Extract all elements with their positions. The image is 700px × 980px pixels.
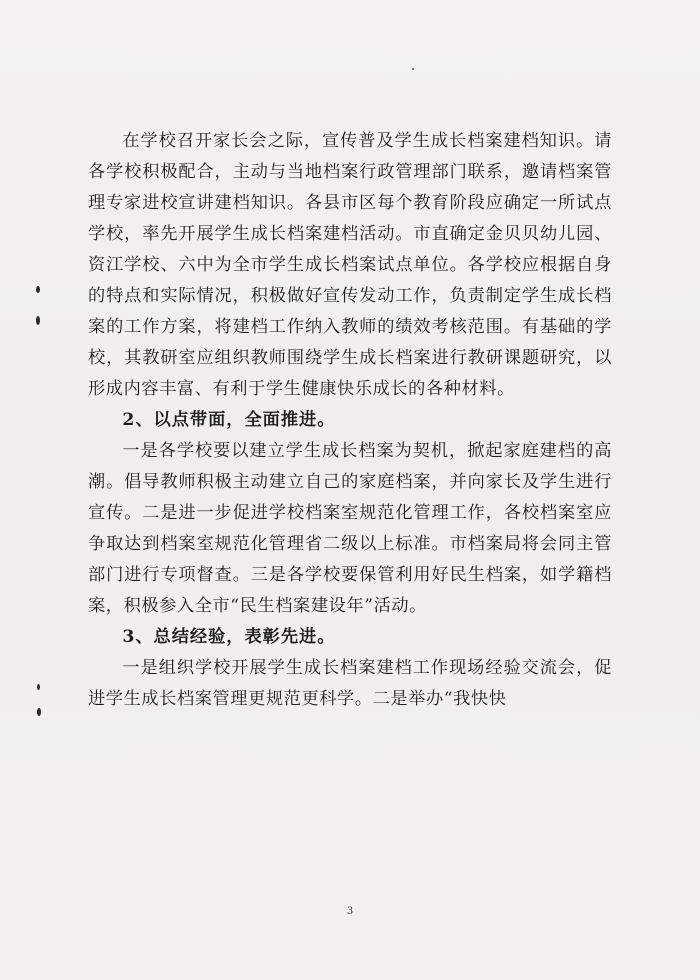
body-paragraph: 在学校召开家长会之际，宣传普及学生成长档案建档知识。请各学校积极配合，主动与当地档案行政管理部门联系，邀请档案管理专家进校宣讲建档知识。各县市区每个教育阶段应确定一所试点学校，率先开展学生成长档案建档活动。市直确定金贝贝幼儿园、资江学校、六中为全市学生成长档案试点单位。各学校应根据自身的特点和实际情况，积极做好宣传发动工作，负责制定学生成长档案的工作方案，将建档工作纳入教师的绩效考核范围。有基础的学校，其教研室应组织教师围绕学生成长档案进行教研课题研究，以形成内容丰富、有利于学生健康快乐成长的各种材料。	[88, 131, 612, 399]
body-paragraph: 一是组织学校开展学生成长档案建档工作现场经验交流会，促进学生成长档案管理更规范更科学。二是举办“我快快	[88, 658, 612, 709]
body-paragraph: 一是各学校要以建立学生成长档案为契机，掀起家庭建档的高潮。倡导教师积极主动建立自己的家庭档案，并向家长及学生进行宣传。二是进一步促进学校档案室规范化管理工作，各校档案室应争取达到档案室规范化管理省二级以上标准。市档案局将会同主管部门进行专项督查。三是各学校要保管利用好民生档案，如学籍档案，积极参入全市“民生档案建设年”活动。	[88, 441, 612, 616]
page-number: 3	[346, 906, 354, 917]
binding-hole-mark	[36, 286, 40, 293]
binding-hole-mark	[37, 708, 41, 716]
binding-hole-mark	[37, 684, 40, 690]
section-heading: 3、总结经验，表彰先进。	[122, 627, 336, 647]
scan-speck	[412, 68, 414, 70]
binding-hole-mark	[36, 316, 40, 325]
document-body	[88, 126, 612, 715]
section-heading: 2、以点带面，全面推进。	[122, 410, 336, 430]
